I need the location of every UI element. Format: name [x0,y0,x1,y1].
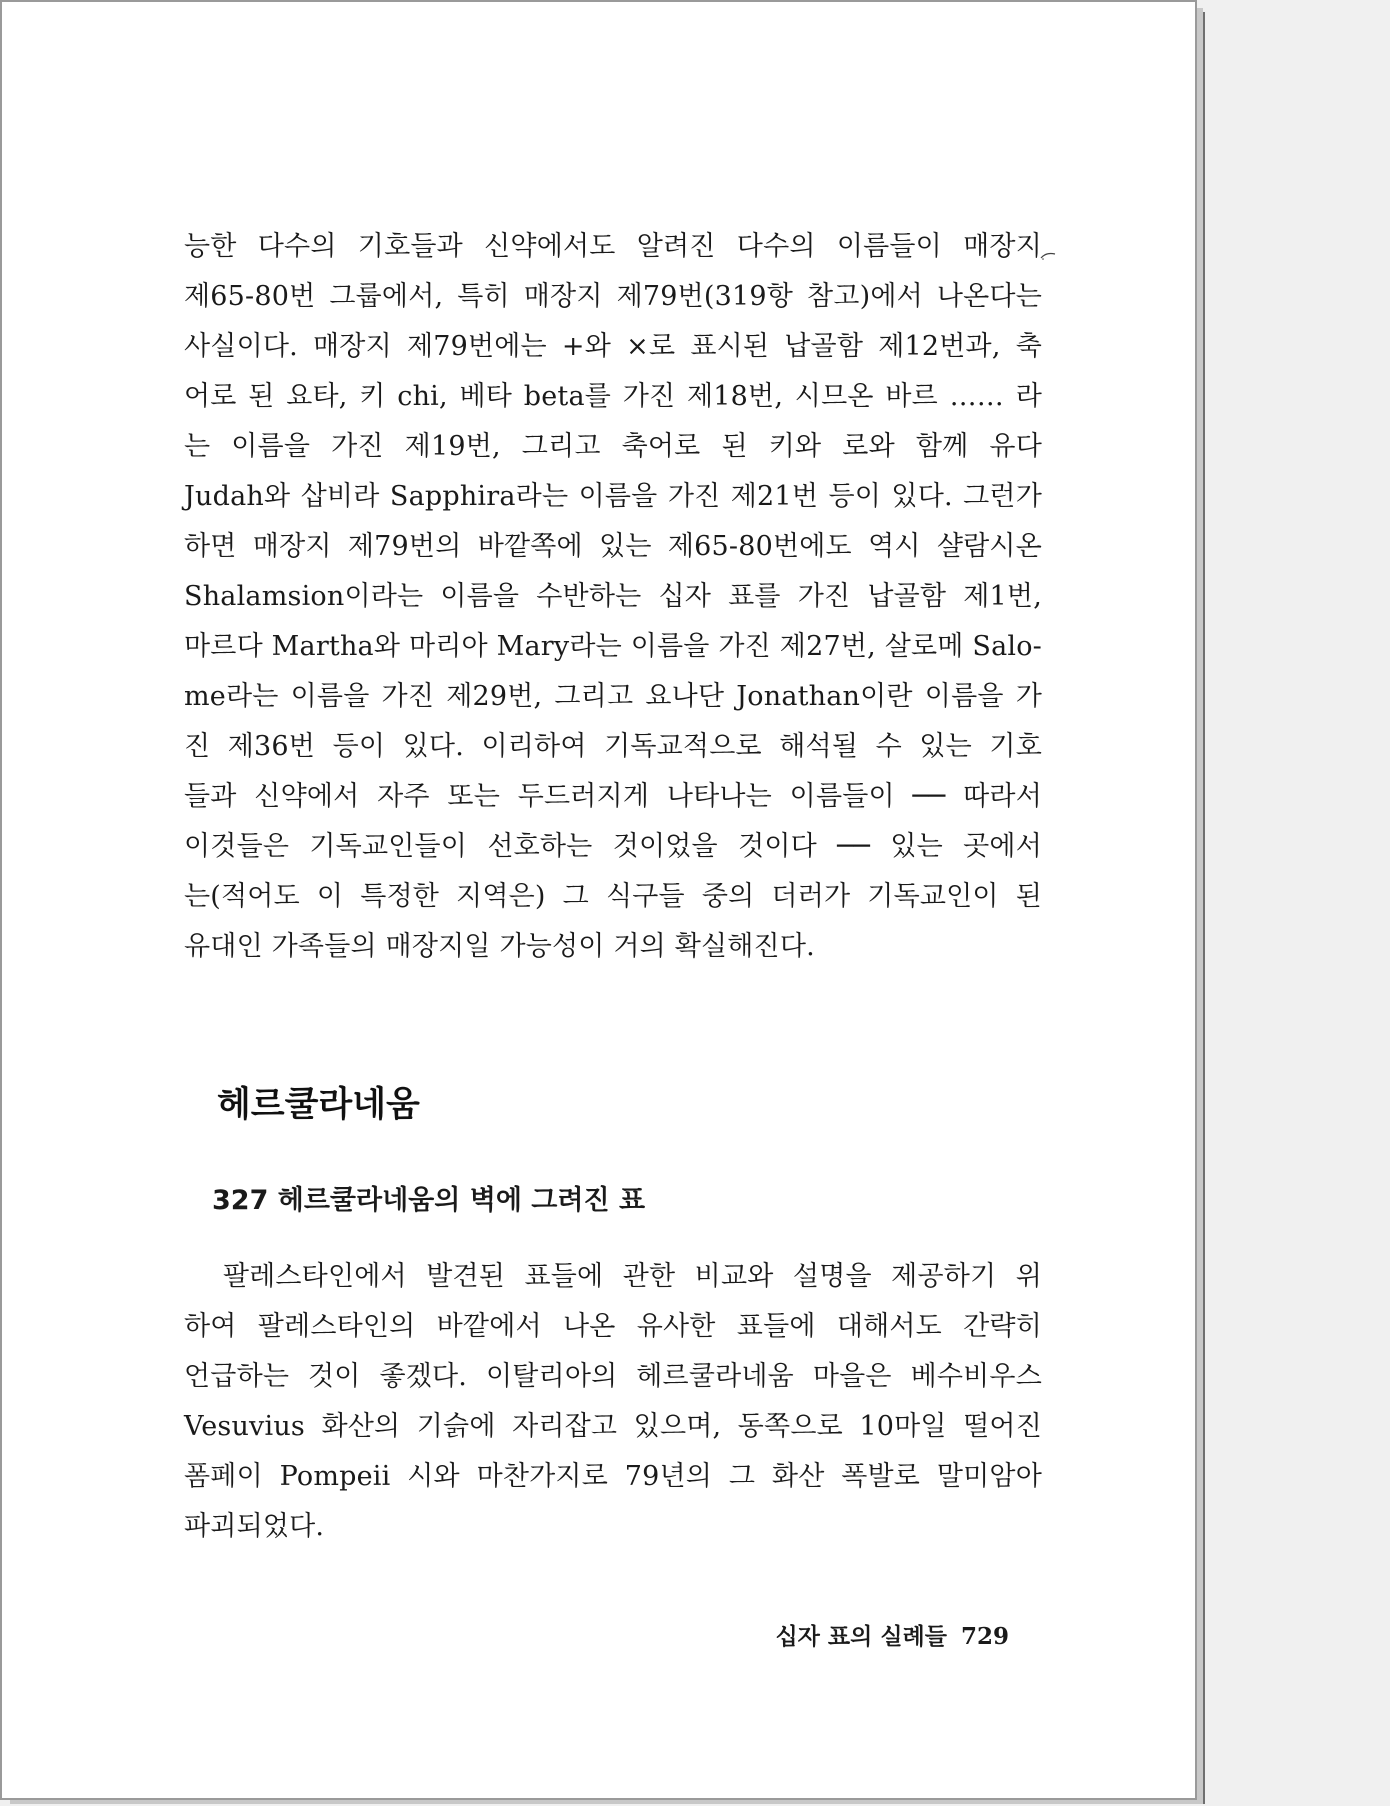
body-paragraph-2 [184,1252,1042,1552]
text-line: 진 제36번 등이 있다. 이리하여 기독교적으로 해석될 수 있는 기호 [184,731,1042,762]
text-line: 유대인 가족들의 매장지일 가능성이 거의 확실해진다. [184,931,815,962]
text-line: 제65-80번 그룹에서, 특히 매장지 제79번(319항 참고)에서 나온다는 [184,281,1042,312]
text-line: 언급하는 것이 좋겠다. 이탈리아의 헤르쿨라네움 마을은 베수비우스 [184,1361,1042,1392]
text-line: 어로 된 요타, 키 chi, 베타 beta를 가진 제18번, 시므온 바르 …… 라 [184,381,1042,412]
text-line: Vesuvius 화산의 기슭에 자리잡고 있으며, 동쪽으로 10마일 떨어진 [184,1411,1042,1442]
text-line: 능한 다수의 기호들과 신약에서도 알려진 다수의 이름들이 매장지 [184,231,1042,262]
margin-mark-icon [1040,250,1056,260]
running-footer [775,1618,1009,1651]
text-line: 폼페이 Pompeii 시와 마찬가지로 79년의 그 화산 폭발로 말미암아 [184,1461,1042,1492]
page-number: 729 [960,1623,1009,1650]
text-line: 사실이다. 매장지 제79번에는 +와 ×로 표시된 납골함 제12번과, 축 [184,331,1042,362]
text-line: 들과 신약에서 자주 또는 두드러지게 나타나는 이름들이 ── 따라서 [184,781,1042,812]
text-line: Judah와 삽비라 Sapphira라는 이름을 가진 제21번 등이 있다. 그런가 [184,481,1042,512]
text-line: me라는 이름을 가진 제29번, 그리고 요나단 Jonathan이란 이름을 가 [184,681,1042,712]
body-paragraph-1 [184,222,1042,972]
text-line: Shalamsion이라는 이름을 수반하는 십자 표를 가진 납골함 제1번, [184,581,1042,612]
text-line: 는 이름을 가진 제19번, 그리고 축어로 된 키와 로와 함께 유다 [184,431,1042,462]
text-line: 팔레스타인에서 발견된 표들에 관한 비교와 설명을 제공하기 위 [184,1261,1042,1292]
subsection-heading: 327 헤르쿨라네움의 벽에 그려진 표 [212,1185,646,1216]
text-line: 는(적어도 이 특정한 지역은) 그 식구들 중의 더러가 기독교인이 된 [184,881,1042,912]
running-title: 십자 표의 실례들 [775,1624,947,1650]
text-line: 마르다 Martha와 마리아 Mary라는 이름을 가진 제27번, 살로메 Salo- [184,631,1042,662]
section-heading: 헤르쿨라네움 [217,1085,420,1125]
text-line: 하여 팔레스타인의 바깥에서 나온 유사한 표들에 대해서도 간략히 [184,1311,1042,1342]
text-line: 하면 매장지 제79번의 바깥쪽에 있는 제65-80번에도 역시 샬람시온 [184,531,1042,562]
text-line: 파괴되었다. [184,1511,325,1542]
text-line: 이것들은 기독교인들이 선호하는 것이었을 것이다 ── 있는 곳에서 [184,831,1042,862]
